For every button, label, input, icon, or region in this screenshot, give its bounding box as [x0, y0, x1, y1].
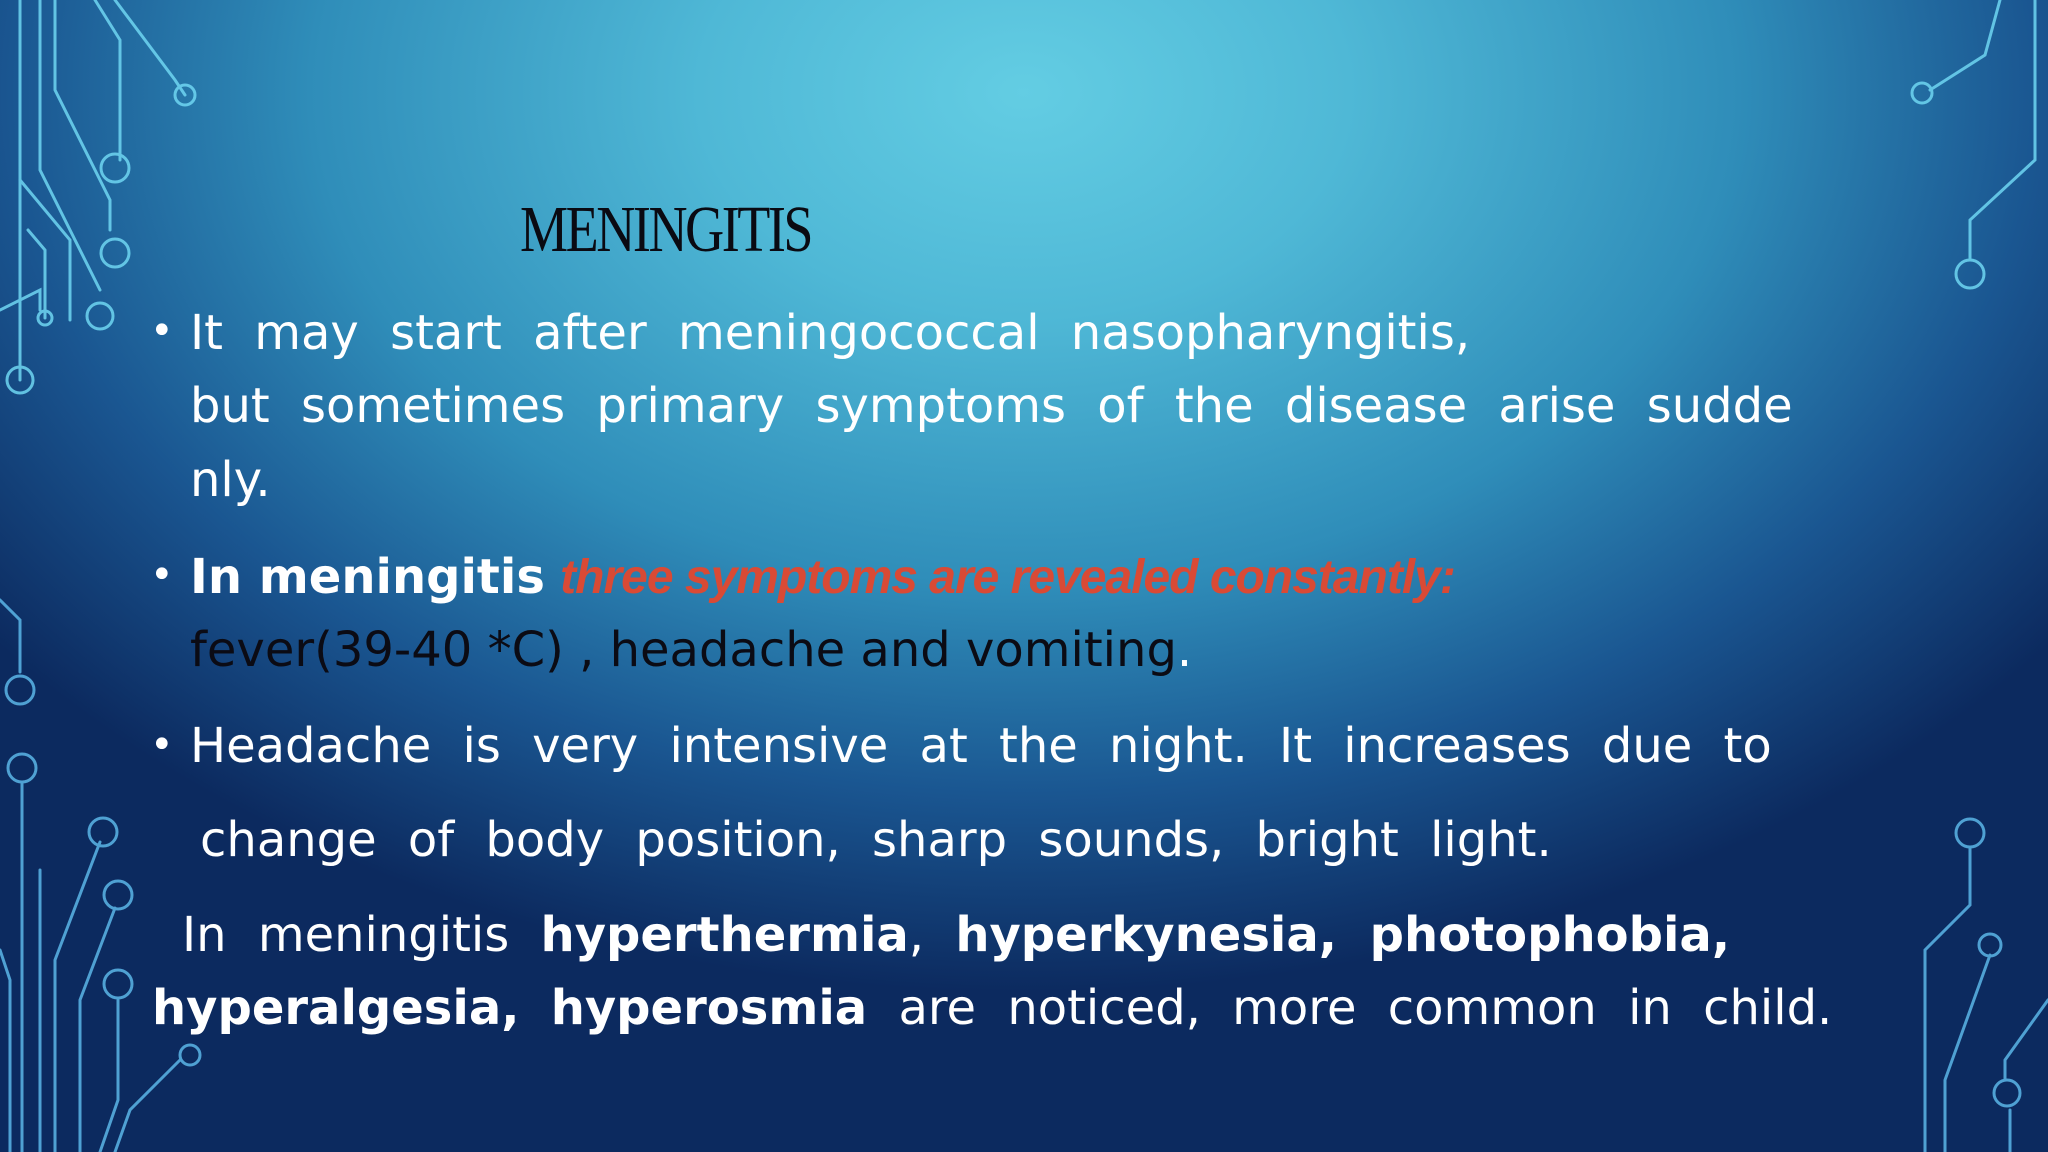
bullet-2-line-1 [190, 549, 1455, 605]
bullet-1-line-3: nly. [190, 452, 271, 508]
paragraph-terms-2: hyperkynesia, photophobia, [955, 907, 1731, 963]
bullet-2-lead: In meningitis [190, 549, 545, 605]
bullet-1-marker: • [150, 308, 174, 354]
circuit-bottom-right [1925, 819, 2048, 1152]
circuit-top-right [1912, 0, 2035, 288]
paragraph-term-hyperosmia: hyperosmia [550, 980, 868, 1036]
paragraph-intro: In meningitis [182, 907, 510, 963]
bullet-2-symptoms: fever(39-40 *C) , headache and vomiting [190, 622, 1177, 678]
bullet-2-highlight: three symptoms are revealed constantly [560, 551, 1440, 604]
bullet-3-marker: • [150, 722, 174, 768]
paragraph-line-1 [182, 907, 1730, 963]
bullet-2-marker: • [150, 552, 174, 598]
bullet-1-line-2: but sometimes primary symptoms of the disease arise sudde [190, 378, 1793, 434]
bullet-3-line-1: Headache is very intensive at the night. It increases due to [190, 718, 1772, 774]
paragraph-term-hyperalgesia: hyperalgesia, [152, 980, 520, 1036]
bullet-3-line-2: change of body position, sharp sounds, bright light. [200, 812, 1552, 868]
paragraph-line-2 [152, 980, 1832, 1036]
bullet-1-line-1: It may start after meningococcal nasopharyngitis, [190, 305, 1471, 361]
bullet-2-line-2 [190, 622, 1192, 678]
paragraph-tail: are noticed, more common in child. [898, 980, 1833, 1036]
bullet-2-period: . [1176, 622, 1193, 678]
paragraph-term-hyperthermia: hyperthermia [540, 907, 909, 963]
slide-title: MENINGITIS [520, 193, 812, 266]
paragraph-comma: , [908, 907, 925, 963]
circuit-bottom-left [0, 600, 200, 1152]
bullet-2-colon: : [1439, 551, 1455, 604]
